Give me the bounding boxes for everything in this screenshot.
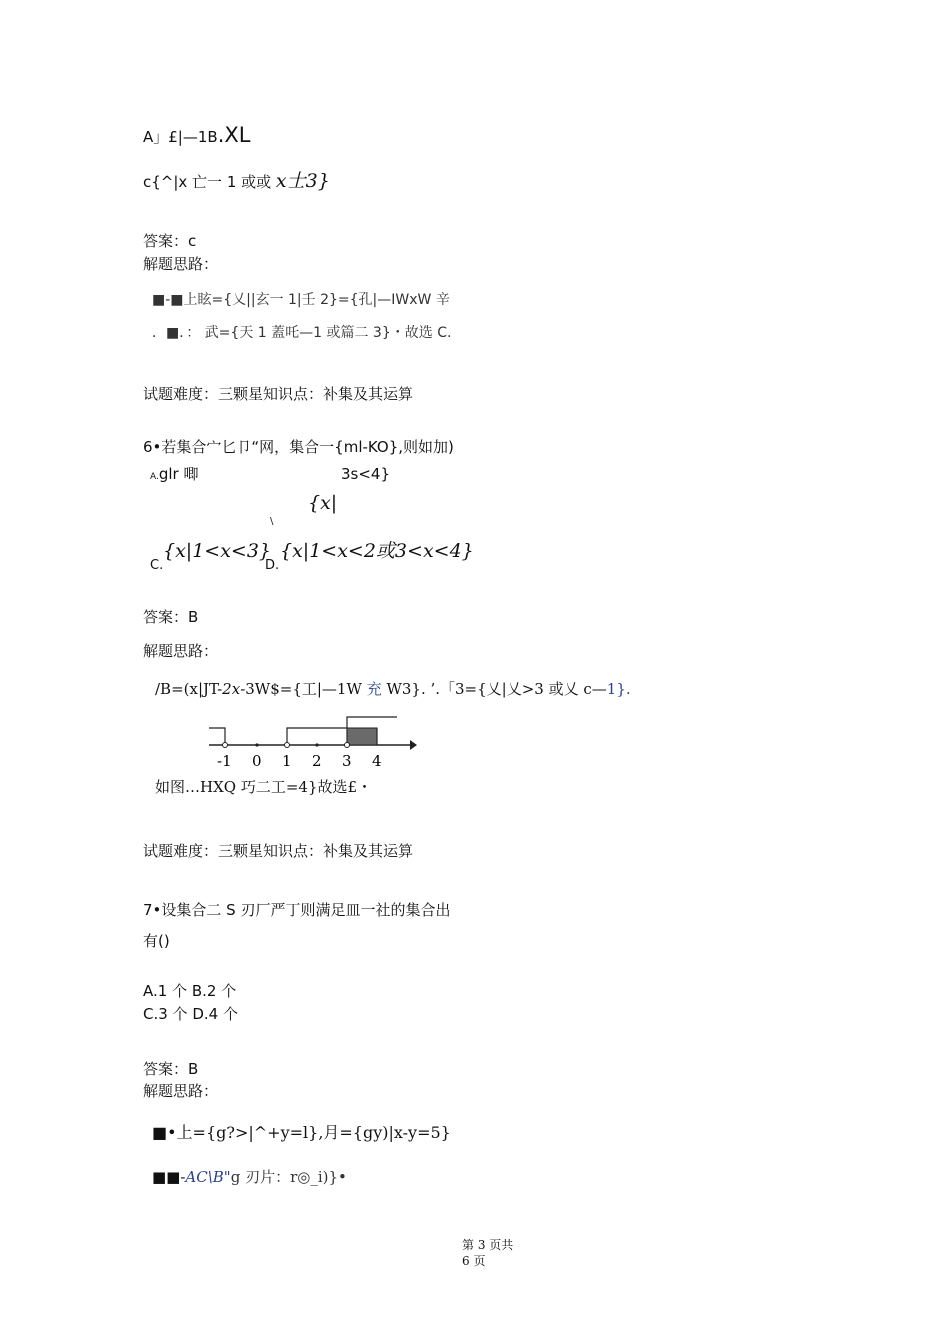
tick-label: 4 xyxy=(372,752,382,770)
q5-option-ab xyxy=(143,123,251,147)
point-2 xyxy=(315,743,318,746)
q5-analysis-line2: ．■．： 武={天 1 蓋吒—1 或篇二 3}・故选 C. xyxy=(152,325,452,341)
q6-option-a-text: glr 唧 xyxy=(158,465,199,483)
q6-analysis-line1 xyxy=(155,680,631,698)
tick-label: 3 xyxy=(342,752,352,770)
q5-option-c xyxy=(143,172,330,191)
q6-line1-a: /B=(x|JT- xyxy=(155,680,223,698)
q6-question: 6•若集合宀匕卩“网，集合一{ml-KO},则如加) xyxy=(143,438,454,456)
footer-page-line1: 第 3 页共 xyxy=(462,1238,514,1252)
set-b-bracket xyxy=(287,728,347,745)
tick-label: -1 xyxy=(217,752,232,770)
q5-option-c-math: x士3} xyxy=(275,170,330,192)
q6-option-a-tail: 3s<4} xyxy=(341,465,391,483)
number-line-arrow xyxy=(410,740,417,750)
q7-analysis-line1: ■•上={g?>|^+y=l},月={gy)|x-y=5} xyxy=(152,1123,451,1142)
tick-label: 0 xyxy=(252,752,262,770)
q6-option-d-label: D. xyxy=(265,558,280,573)
q7-line2-a: ■■- xyxy=(152,1168,186,1186)
set-a-left-bracket xyxy=(209,728,225,745)
q6-stray-mark: \ xyxy=(270,516,274,527)
point-0 xyxy=(255,743,258,746)
q7-analysis-line2 xyxy=(152,1168,347,1186)
q5-option-b: .XL xyxy=(217,123,251,147)
q7-question-line1: 7•设集合二 S 刃厂严丁则满足皿一社的集合出 xyxy=(143,901,451,919)
point-1 xyxy=(285,743,290,748)
q7-question-line2: 有() xyxy=(143,932,170,950)
q7-line2-c: g 刃片：r◎_i)}• xyxy=(230,1168,347,1186)
q6-option-b-fragment: {x| xyxy=(308,492,338,514)
q6-number-line xyxy=(205,712,435,772)
q6-difficulty: 试题难度：三颗星知识点：补集及其运算 xyxy=(143,842,414,860)
footer-page-line2: 6 页 xyxy=(462,1254,486,1268)
q6-option-c-label: C. xyxy=(150,558,164,573)
intersection-shade xyxy=(347,728,377,745)
q6-option-d: {x|1<x<2或3<x<4} xyxy=(280,540,474,562)
tick-label: 1 xyxy=(282,752,292,770)
q6-line1-f: 1}. xyxy=(606,680,631,698)
q5-option-c-text: c{^|x 亡一 1 或或 xyxy=(143,173,276,191)
q7-answer: 答案：B xyxy=(143,1060,199,1078)
q6-line1-c: -3W$={工|—1W xyxy=(240,680,367,698)
q6-conclusion: 如图…HXQ 巧二工=4}故选£・ xyxy=(155,778,373,796)
q6-option-c: {x|1<x<3} xyxy=(163,540,272,562)
q5-analysis-label: 解题思路： xyxy=(143,255,219,273)
q5-difficulty: 试题难度：三颗星知识点：补集及其运算 xyxy=(143,385,414,403)
q6-line1-d: 充 xyxy=(366,680,382,698)
q6-line1-e: W3}. ’.「3={乂|乂>3 或乂 c— xyxy=(381,680,607,698)
point-3 xyxy=(345,743,350,748)
q6-answer: 答案：B xyxy=(143,608,199,626)
q6-analysis-label: 解题思路： xyxy=(143,642,219,660)
q7-line2-b: AC\B" xyxy=(185,1168,231,1186)
q6-option-a xyxy=(150,465,198,486)
point-neg1 xyxy=(223,743,228,748)
q6-option-a-label: A. xyxy=(150,472,159,482)
q5-analysis-line1: ■-■上眩={乂||玄一 1|壬 2}={孔|—IWxW 辛 xyxy=(152,292,450,308)
q7-options-line1: A.1 个 B.2 个 xyxy=(143,982,237,1000)
q5-answer: 答案：c xyxy=(143,232,197,250)
q6-line1-b: 2x xyxy=(222,680,241,698)
q7-options-line2: C.3 个 D.4 个 xyxy=(143,1005,238,1023)
q5-option-a: A」£|—1B xyxy=(143,128,218,146)
tick-label: 2 xyxy=(312,752,322,770)
q7-analysis-label: 解题思路： xyxy=(143,1082,219,1100)
